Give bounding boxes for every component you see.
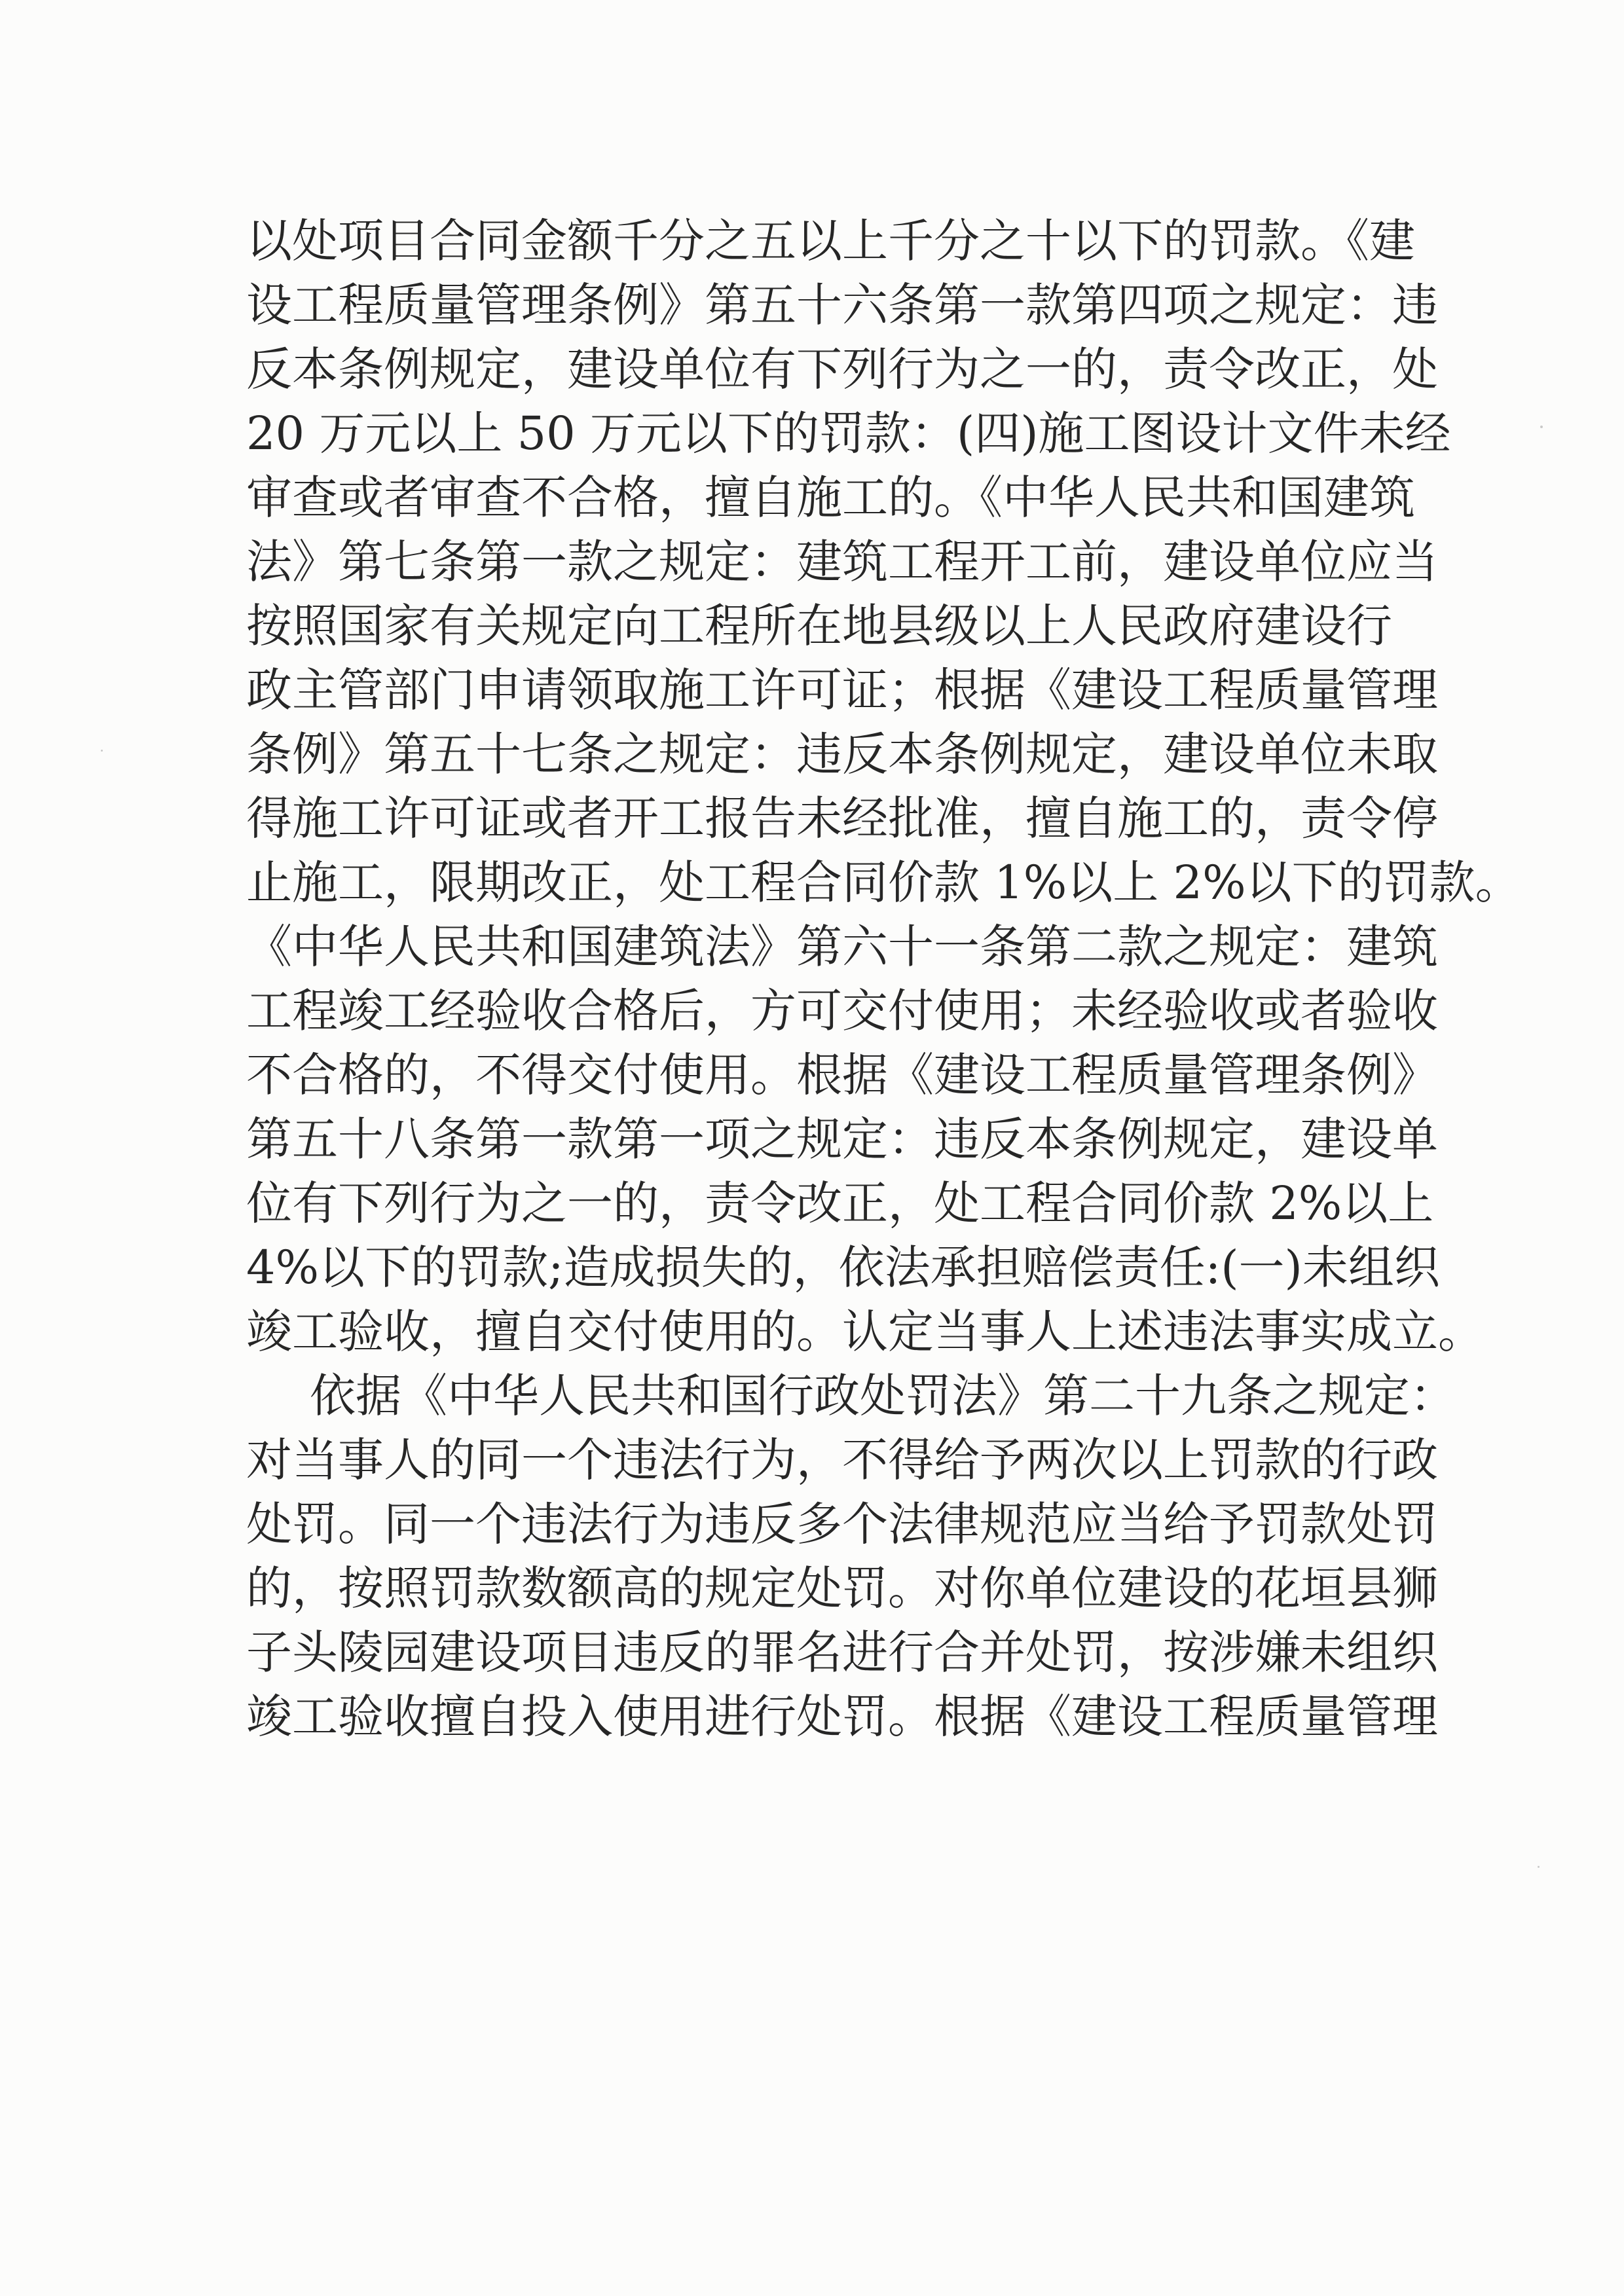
text-line-5: 审查或者审查不合格，擅自施工的。《中华人民共和国建筑: [246, 471, 1415, 524]
text-line-22: 的，按照罚款数额高的规定处罚。对你单位建设的花垣县狮: [246, 1561, 1438, 1615]
text-line-24: 竣工验收擅自投入使用进行处罚。根据《建设工程质量管理: [246, 1690, 1438, 1743]
text-line-9: 条例》第五十七条之规定：违反本条例规定，建设单位未取: [246, 727, 1438, 781]
text-line-1: 以处项目合同金额千分之五以上千分之十以下的罚款。《建: [246, 214, 1415, 268]
text-line-6: 法》第七条第一款之规定：建筑工程开工前，建设单位应当: [246, 535, 1438, 589]
scan-speck: [101, 750, 103, 752]
text-line-14: 不合格的，不得交付使用。根据《建设工程质量管理条例》: [246, 1048, 1438, 1102]
text-line-20: 对当事人的同一个违法行为，不得给予两次以上罚款的行政: [246, 1433, 1438, 1487]
text-line-3: 反本条例规定，建设单位有下列行为之一的，责令改正，处: [246, 342, 1438, 396]
text-line-8: 政主管部门申请领取施工许可证；根据《建设工程质量管理: [246, 663, 1438, 717]
text-line-2: 设工程质量管理条例》第五十六条第一款第四项之规定：违: [246, 278, 1438, 332]
text-line-15: 第五十八条第一款第一项之规定：违反本条例规定，建设单: [246, 1112, 1438, 1166]
text-line-16: 位有下列行为之一的，责令改正，处工程合同价款 2%以上: [246, 1176, 1434, 1230]
text-line-18: 竣工验收，擅自交付使用的。认定当事人上述违法事实成立。: [246, 1305, 1484, 1358]
text-line-7: 按照国家有关规定向工程所在地县级以上人民政府建设行: [246, 599, 1392, 653]
text-line-23: 子头陵园建设项目违反的罪名进行合并处罚，按涉嫌未组织: [246, 1626, 1438, 1679]
scan-speck: [1538, 1866, 1540, 1868]
text-line-11: 止施工，限期改正，处工程合同价款 1%以上 2%以下的罚款。: [246, 856, 1521, 909]
text-line-10: 得施工许可证或者开工报告未经批准，擅自施工的，责令停: [246, 792, 1438, 845]
text-line-17: 4%以下的罚款;造成损失的，依法承担赔偿责任:(一)未组织: [246, 1241, 1440, 1294]
text-line-13: 工程竣工经验收合格后，方可交付使用；未经验收或者验收: [246, 984, 1438, 1038]
text-line-12: 《中华人民共和国建筑法》第六十一条第二款之规定：建筑: [246, 920, 1438, 974]
text-line-4: 20 万元以上 50 万元以下的罚款：(四)施工图设计文件未经: [246, 407, 1451, 460]
text-line-21: 处罚。同一个违法行为违反多个法律规范应当给予罚款处罚: [246, 1497, 1438, 1551]
scan-speck: [1540, 426, 1543, 428]
paragraph-2-first-line: 依据《中华人民共和国行政处罚法》第二十九条之规定：: [310, 1369, 1456, 1423]
